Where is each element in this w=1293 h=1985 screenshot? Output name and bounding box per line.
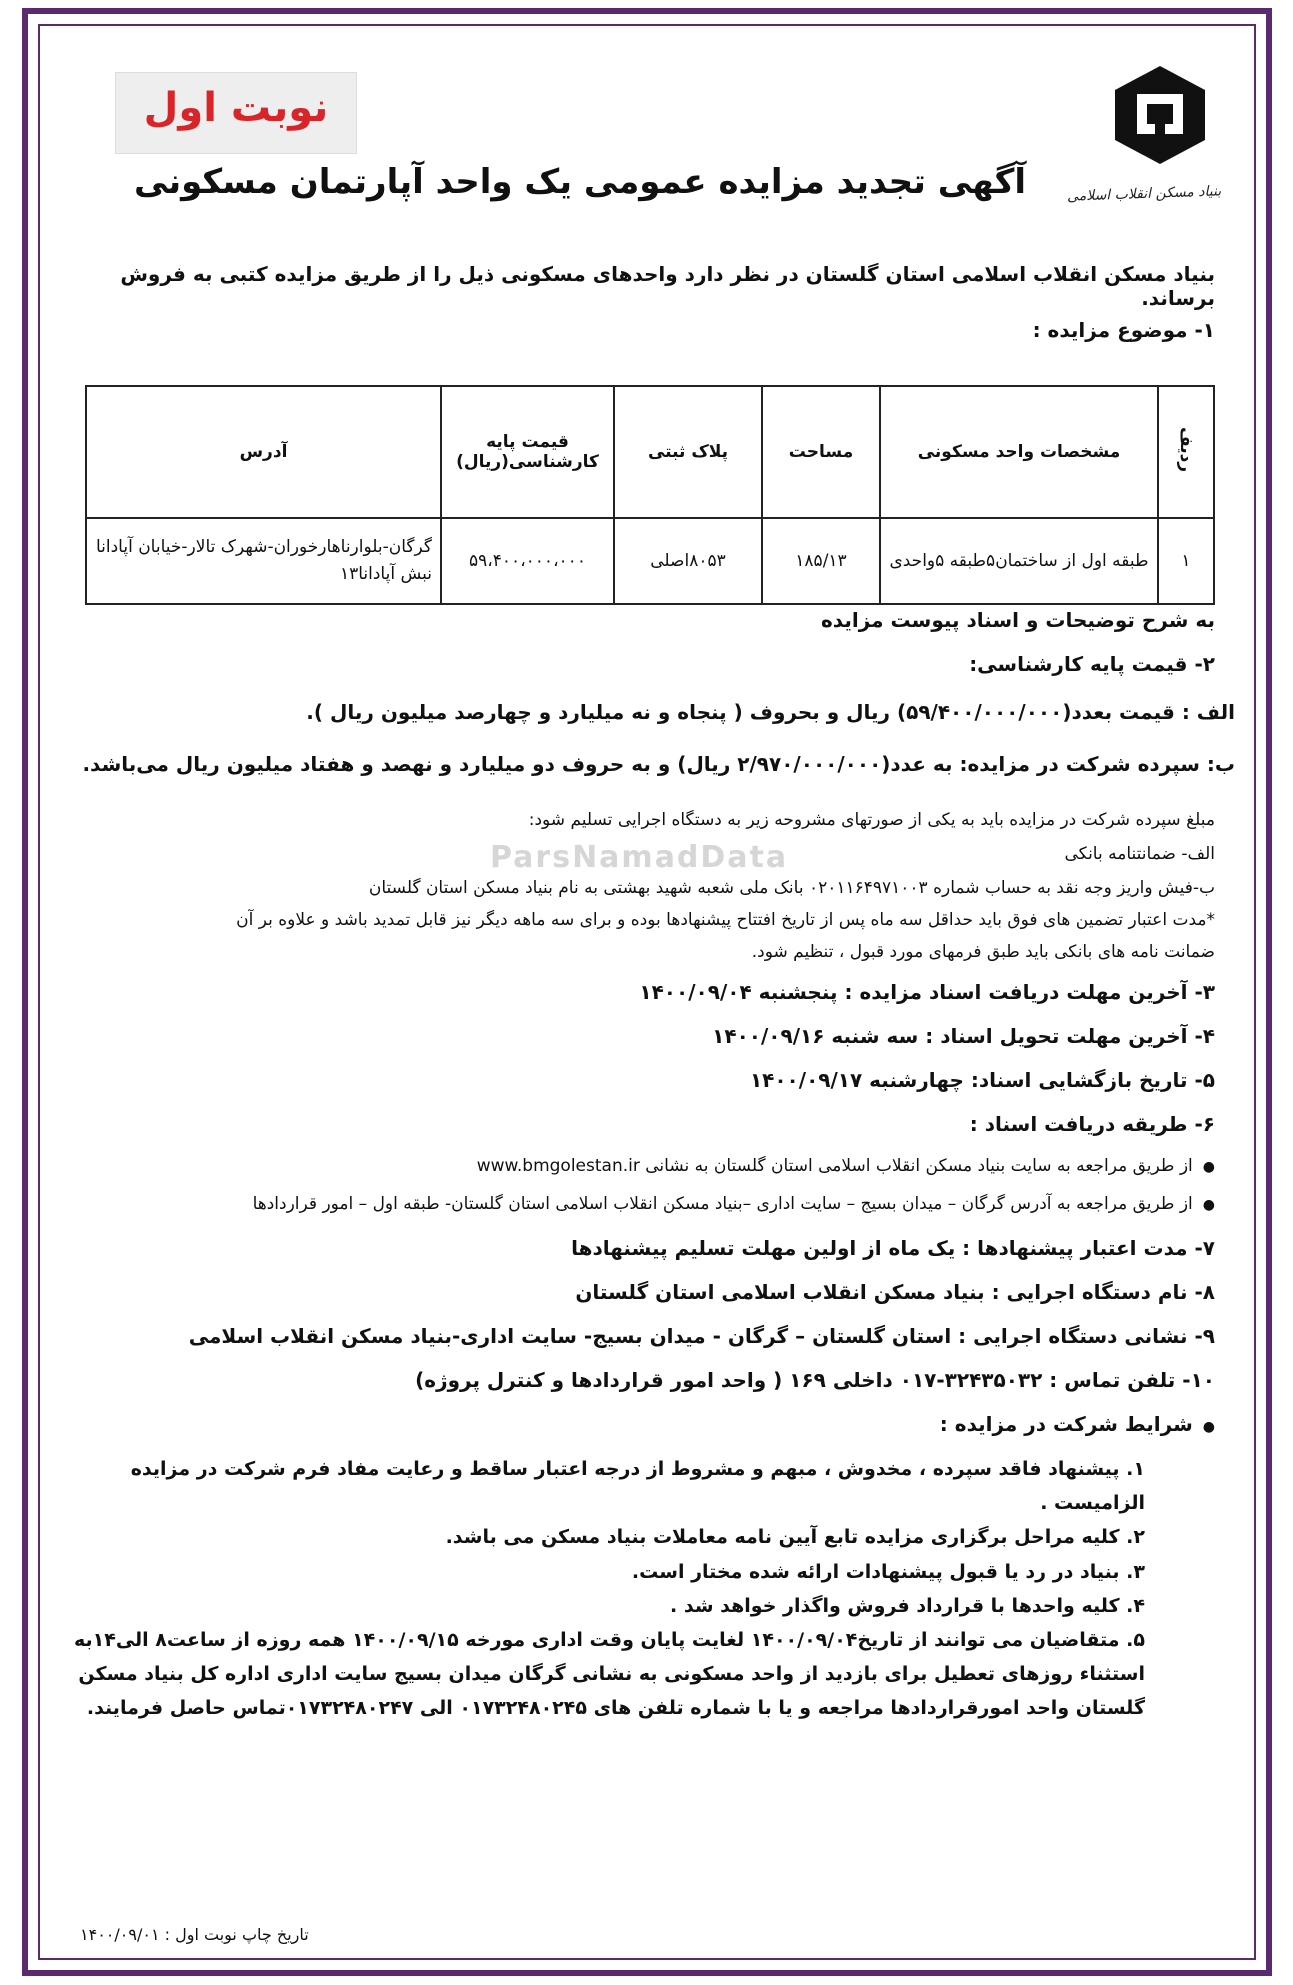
cell-area: ۱۸۵/۱۳ <box>762 518 880 604</box>
table-header-row <box>86 386 1214 518</box>
round-badge <box>115 72 357 154</box>
intro-text: بنیاد مسکن انقلاب اسلامی استان گلستان در نظر دارد واحدهای مسکونی ذیل را از طریق مزایده کتبی به فروش برساند. <box>120 262 1215 310</box>
col-header-spec: مشخصات واحد مسکونی <box>880 386 1158 518</box>
watermark: ParsNamadData <box>490 840 789 875</box>
cell-address: گرگان-بلوارناهارخوران-شهرک تالار-خیابان آپادانا نبش آپادانا۱۳ <box>86 518 441 604</box>
deposit-note: مبلغ سپرده شرکت در مزایده باید به یکی از صورتهای مشروحه زیر به دستگاه اجرایی تسلیم شود: <box>528 810 1215 830</box>
table-note: به شرح توضیحات و اسناد پیوست مزایده <box>821 608 1215 632</box>
section-3: ۳- آخرین مهلت دریافت اسناد مزایده : پنجشنبه ۱۴۰۰/۰۹/۰۴ <box>639 980 1215 1004</box>
deposit-option-a: الف- ضمانتنامه بانکی <box>1064 844 1215 864</box>
section-6-option-a: ● از طریق مراجعه به سایت بنیاد مسکن انقلاب اسلامی استان گلستان به نشانی www.bmgolestan.ir <box>477 1156 1215 1176</box>
deposit-text: ب: سپرده شرکت در مزایده: به عدد(۲/۹۷۰/۰۰۰/۰۰۰ ریال) و به حروف دو میلیارد و نهصد و هفتاد میلیون ریال می‌باشد. <box>82 752 1235 776</box>
list-item: گلستان واحد امورقراردادها مراجعه و یا با شماره تلفن های ۰۱۷۳۲۴۸۰۲۴۵ الی ۰۱۷۳۲۴۸۰۲۴۷تماس حاصل فرمایند. <box>86 1697 1145 1720</box>
cell-spec: طبقه اول از ساختمان۵طبقه ۵واحدی <box>880 518 1158 604</box>
list-item: ۵. متقاضیان می توانند از تاریخ۱۴۰۰/۰۹/۰۴ لغایت پایان وقت اداری مورخه ۱۴۰۰/۰۹/۱۵ همه روزه از ساعت۸ الی۱۴به <box>73 1628 1145 1651</box>
section-5: ۵- تاریخ بازگشایی اسناد: چهارشنبه ۱۴۰۰/۰۹/۱۷ <box>749 1068 1215 1092</box>
cell-plate: ۸۰۵۳اصلی <box>614 518 762 604</box>
section-9: ۹- نشانی دستگاه اجرایی : استان گلستان – گرگان - میدان بسیج- سایت اداری-بنیاد مسکن انقلاب اسلامی <box>188 1324 1215 1348</box>
section-1-title: ۱- موضوع مزایده : <box>1032 318 1215 342</box>
section-2-title: ۲- قیمت پایه کارشناسی: <box>969 652 1215 676</box>
section-4: ۴- آخرین مهلت تحویل اسناد : سه شنبه ۱۴۰۰/۰۹/۱۶ <box>712 1024 1215 1048</box>
cell-price: ۵۹،۴۰۰،۰۰۰،۰۰۰ <box>441 518 614 604</box>
list-item: ۳. بنیاد در رد یا قبول پیشنهادات ارائه شده مختار است. <box>631 1560 1145 1583</box>
validity-note-line-1: *مدت اعتبار تضمین های فوق باید حداقل سه ماه پس از تاریخ افتتاح پیشنهادها بوده و برای سه ماهه دیگر نیز قابل تمدید باشد و علاوه بر آن <box>236 910 1215 930</box>
section-6-option-b: ● از طریق مراجعه به آدرس گرگان – میدان بسیج – سایت اداری –بنیاد مسکن انقلاب اسلامی استان گلستان- طبقه اول – امور قراردادها <box>253 1194 1215 1214</box>
conditions-title: ● شرایط شرکت در مزایده : <box>940 1412 1215 1436</box>
print-date: تاریخ چاپ نوبت اول : ۱۴۰۰/۰۹/۰۱ <box>80 1925 309 1944</box>
list-item: ۱. پیشنهاد فاقد سپرده ، مخدوش ، مبهم و مشروط از درجه اعتبار ساقط و رعایت مفاد فرم شرکت در مزایده الزامیست . <box>130 1458 1145 1515</box>
notice-page <box>60 40 1235 1950</box>
section-7: ۷- مدت اعتبار پیشنهادها : یک ماه از اولین مهلت تسلیم پیشنهادها <box>571 1236 1215 1260</box>
notice-title: آگهی تجدید مزایده عمومی یک واحد آپارتمان مسکونی <box>133 162 1027 202</box>
section-10: ۱۰- تلفن تماس : ۳۲۴۳۵۰۳۲-۰۱۷ داخلی ۱۶۹ ( واحد امور قراردادها و کنترل پروژه) <box>415 1368 1215 1392</box>
asset-table <box>85 385 1215 605</box>
list-item: ۴. کلیه واحدها با قرارداد فروش واگذار خواهد شد . <box>670 1594 1145 1617</box>
conditions-list <box>60 1452 1145 1726</box>
deposit-option-b: ب-فیش واریز وجه نقد به حساب شماره ۰۲۰۱۱۶۴۹۷۱۰۰۳ بانک ملی شعبه شهید بهشتی به نام بنیاد مسکن استان گلستان <box>368 878 1215 898</box>
col-header-address: آدرس <box>86 386 441 518</box>
validity-note-line-2: ضمانت نامه های بانکی باید طبق فرمهای مورد قبول ، تنظیم شود. <box>751 942 1215 962</box>
col-header-price: قیمت پایه کارشناسی(ریال) <box>441 386 614 518</box>
table-row <box>86 518 1214 604</box>
list-item: ۲. کلیه مراحل برگزاری مزایده تابع آیین نامه معاملات بنیاد مسکن می باشد. <box>445 1526 1145 1549</box>
base-price-text: الف : قیمت بعدد(۵۹/۴۰۰/۰۰۰/۰۰۰) ریال و بحروف ( پنجاه و نه میلیارد و چهارصد میلیون ریال ). <box>306 700 1235 724</box>
round-label: نوبت اول <box>143 85 329 131</box>
section-6-title: ۶- طریقه دریافت اسناد : <box>969 1112 1215 1136</box>
logo-caption: بنیاد مسکن انقلاب اسلامی <box>1066 183 1222 205</box>
cell-row: ۱ <box>1158 518 1214 604</box>
col-header-plate: پلاک ثبتی <box>614 386 762 518</box>
foundation-logo-icon <box>1105 60 1215 170</box>
col-header-row: ردیف <box>1176 426 1196 473</box>
col-header-area: مساحت <box>762 386 880 518</box>
section-8: ۸- نام دستگاه اجرایی : بنیاد مسکن انقلاب اسلامی استان گلستان <box>575 1280 1215 1304</box>
list-item: استثناء روزهای تعطیل برای بازدید از واحد مسکونی به نشانی گرگان میدان بسیج سایت اداری اداره کل بنیاد مسکن <box>78 1663 1145 1686</box>
